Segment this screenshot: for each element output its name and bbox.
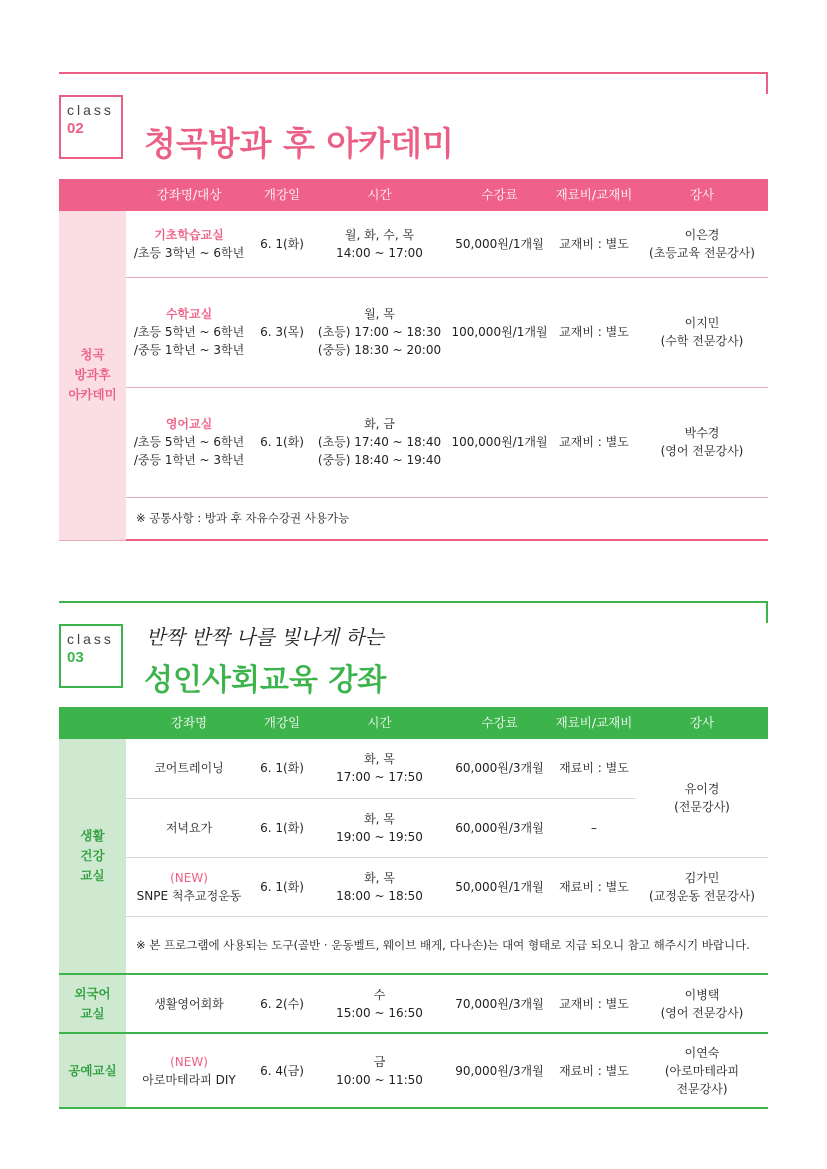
- common-note: ※ 공통사항 : 방과 후 자유수강권 사용가능: [126, 497, 768, 540]
- course-target: /중등 1학년 ~ 3학년: [133, 453, 245, 467]
- table-header: [59, 707, 768, 739]
- course-name: SNPE 척추교정운동: [136, 888, 242, 903]
- time-cell: 수 15:00 ~ 16:50: [312, 974, 447, 1033]
- header-cell: 강좌명/대상: [126, 179, 252, 211]
- time-cell: 화, 목 17:00 ~ 17:50: [312, 739, 447, 798]
- course-cell: [126, 277, 252, 387]
- section2-subtitle: 반짝 반짝 나를 빛나게 하는: [146, 625, 384, 649]
- adult-education-table: [59, 707, 768, 1109]
- teacher-cell: 김가민 (교정운동 전문강사): [636, 857, 768, 916]
- time-cell: 금 10:00 ~ 11:50: [312, 1033, 447, 1108]
- section2-top-rule: [59, 601, 768, 623]
- header-cell: 수강료: [447, 707, 552, 739]
- teacher-cell: 박수경 (영어 전문강사): [636, 387, 768, 497]
- class-label: class: [67, 102, 114, 118]
- start-date: 6. 1(화): [252, 387, 312, 497]
- category-label: 외국어 교실: [59, 974, 126, 1033]
- material-fee: 재료비 : 별도: [552, 739, 636, 798]
- course-name: 코어트레이닝: [126, 739, 252, 798]
- category-label: 생활 건강 교실: [59, 739, 126, 974]
- course-target: /중등 1학년 ~ 3학년: [133, 343, 245, 357]
- start-date: 6. 1(화): [252, 211, 312, 277]
- time-cell: 월, 화, 수, 목 14:00 ~ 17:00: [312, 211, 447, 277]
- material-fee: 교재비 : 별도: [552, 387, 636, 497]
- header-cell: 재료비/교재비: [552, 179, 636, 211]
- time-cell: 월, 목 (초등) 17:00 ~ 18:30 (중등) 18:30 ~ 20:00: [312, 277, 447, 387]
- fee: 50,000원/1개월: [447, 211, 552, 277]
- section1-title: 청곡방과 후 아카데미: [144, 124, 454, 163]
- course-name: 영어교실: [165, 417, 213, 431]
- equipment-note: ※ 본 프로그램에 사용되는 도구(골반 · 운동벨트, 웨이브 배게, 다나손)는 대여 형태로 지급 되오니 참고 해주시기 바랍니다.: [126, 916, 768, 974]
- course-cell: [126, 1033, 252, 1108]
- course-target: /초등 3학년 ~ 6학년: [133, 245, 245, 260]
- category-label: 청곡 방과후 아카데미: [59, 211, 126, 540]
- fee: 70,000원/3개월: [447, 974, 552, 1033]
- teacher-cell: 유이경 (전문강사): [636, 739, 768, 857]
- note-row: [59, 497, 768, 540]
- section2-class-badge: [59, 624, 123, 688]
- start-date: 6. 1(화): [252, 739, 312, 798]
- course-cell: [126, 387, 252, 497]
- teacher-cell: 이지민 (수학 전문강사): [636, 277, 768, 387]
- course-name: 저녁요가: [126, 798, 252, 857]
- category-label: 공예교실: [59, 1033, 126, 1108]
- header-cell: 강사: [636, 179, 768, 211]
- fee: 60,000원/3개월: [447, 798, 552, 857]
- fee: 60,000원/3개월: [447, 739, 552, 798]
- table-row: [59, 1033, 768, 1108]
- class-number: 02: [67, 120, 84, 137]
- material-fee: 재료비 : 별도: [552, 857, 636, 916]
- table-row: [59, 211, 768, 277]
- material-fee: 교재비 : 별도: [552, 974, 636, 1033]
- material-fee: 교재비 : 별도: [552, 211, 636, 277]
- time-cell: 화, 목 19:00 ~ 19:50: [312, 798, 447, 857]
- course-name: 생활영어회화: [126, 974, 252, 1033]
- table-row: [59, 739, 768, 798]
- material-fee: 교재비 : 별도: [552, 277, 636, 387]
- note-row: [59, 916, 768, 974]
- table-row: [59, 857, 768, 916]
- fee: 90,000원/3개월: [447, 1033, 552, 1108]
- course-name: 아로마테라피 DIY: [142, 1072, 236, 1087]
- new-badge: (NEW): [170, 870, 208, 885]
- material-fee: 재료비 : 별도: [552, 1033, 636, 1108]
- fee: 100,000원/1개월: [447, 387, 552, 497]
- course-target: /초등 5학년 ~ 6학년: [133, 435, 245, 449]
- start-date: 6. 4(금): [252, 1033, 312, 1108]
- table-row: [59, 974, 768, 1033]
- header-cell: 강사: [636, 707, 768, 739]
- header-cell: 강좌명: [126, 707, 252, 739]
- material-fee: –: [552, 798, 636, 857]
- fee: 100,000원/1개월: [447, 277, 552, 387]
- start-date: 6. 1(화): [252, 798, 312, 857]
- course-name: 수학교실: [165, 307, 213, 321]
- new-badge: (NEW): [170, 1054, 208, 1069]
- class-label: class: [67, 631, 114, 647]
- course-cell: [126, 857, 252, 916]
- start-date: 6. 3(목): [252, 277, 312, 387]
- time-cell: 화, 금 (초등) 17:40 ~ 18:40 (중등) 18:40 ~ 19:40: [312, 387, 447, 497]
- fee: 50,000원/1개월: [447, 857, 552, 916]
- section1-top-rule: [59, 72, 768, 94]
- class-number: 03: [67, 649, 84, 666]
- table-header: [59, 179, 768, 211]
- course-cell: [126, 211, 252, 277]
- header-cell: 개강일: [252, 707, 312, 739]
- section2-title: 성인사회교육 강좌: [144, 663, 387, 698]
- header-cell: 시간: [312, 707, 447, 739]
- teacher-cell: 이연숙 (아로마테라피 전문강사): [636, 1033, 768, 1108]
- start-date: 6. 2(수): [252, 974, 312, 1033]
- teacher-cell: 이병택 (영어 전문강사): [636, 974, 768, 1033]
- header-cell: 시간: [312, 179, 447, 211]
- course-name: 기초학습교실: [154, 227, 224, 242]
- header-cell: 수강료: [447, 179, 552, 211]
- teacher-cell: 이은경 (초등교육 전문강사): [636, 211, 768, 277]
- header-cell: 재료비/교재비: [552, 707, 636, 739]
- section1-class-badge: [59, 95, 123, 159]
- table-row: [59, 387, 768, 497]
- course-target: /초등 5학년 ~ 6학년: [133, 325, 245, 339]
- academy-table: [59, 179, 768, 541]
- time-cell: 화, 목 18:00 ~ 18:50: [312, 857, 447, 916]
- header-cell: 개강일: [252, 179, 312, 211]
- start-date: 6. 1(화): [252, 857, 312, 916]
- table-row: [59, 277, 768, 387]
